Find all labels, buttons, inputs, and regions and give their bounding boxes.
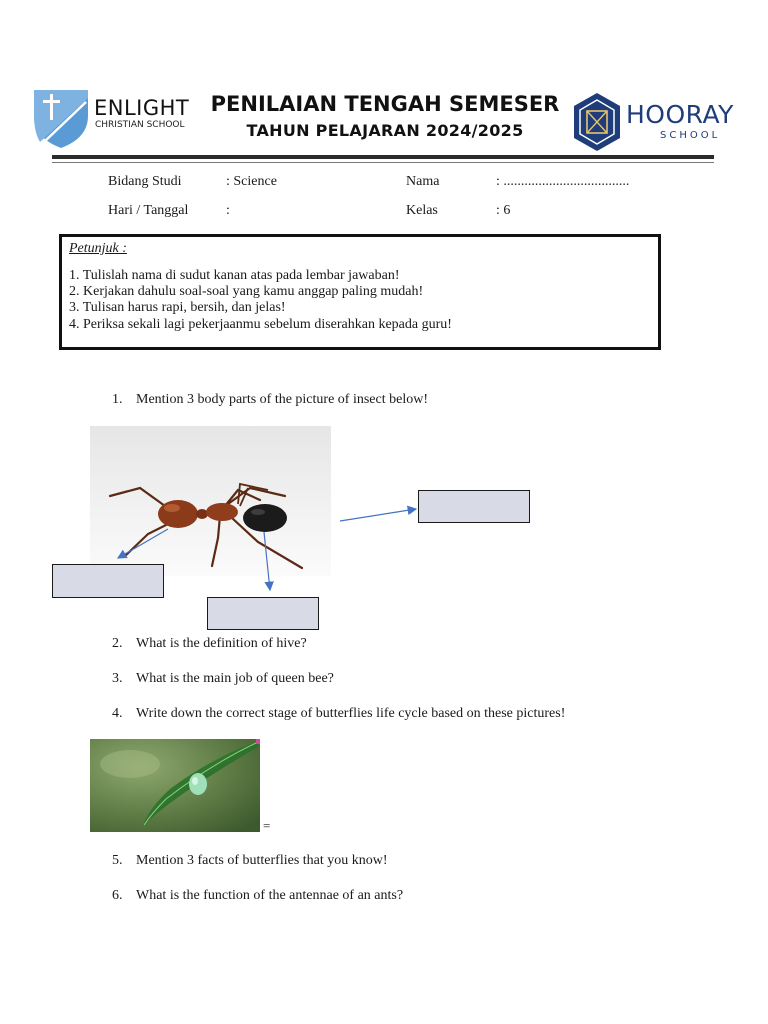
question-text: What is the definition of hive? [136,636,307,651]
cross-shield-icon [32,86,90,150]
name-field[interactable]: : .................................... [496,174,630,189]
answer-box-abdomen[interactable] [52,564,164,598]
answer-box-head[interactable] [418,490,530,523]
subject-value: : Science [226,174,277,189]
instruction-item: 3. Tulisan harus rapi, bersih, dan jelas! [69,300,286,315]
instruction-item: 1. Tulislah nama di sudut kanan atas pada lembar jawaban! [69,268,400,283]
enlight-subtitle: CHRISTIAN SCHOOL [95,120,185,130]
chrysalis-image [90,739,260,832]
question-text: Mention 3 body parts of the picture of insect below! [136,392,428,407]
answer-box-thorax[interactable] [207,597,319,630]
question-text: Mention 3 facts of butterflies that you know! [136,853,388,868]
header-divider [52,155,714,159]
question-number: 6. [112,888,123,903]
hooray-subtitle: SCHOOL [660,130,721,141]
answer-equals: = [263,818,271,833]
question-number: 4. [112,706,123,721]
exam-title: PENILAIAN TENGAH SEMESER [210,92,560,116]
subject-label: Bidang Studi [108,174,182,189]
date-value: : [226,203,230,218]
hexagon-emblem-icon [572,91,622,153]
question-text: What is the main job of queen bee? [136,671,334,686]
school-year: TAHUN PELAJARAN 2024/2025 [246,121,524,140]
instruction-item: 4. Periksa sekali lagi pekerjaanmu sebelum diserahkan kepada guru! [69,317,452,332]
instructions-title: Petunjuk : [69,241,127,256]
class-label: Kelas [406,203,438,218]
name-label: Nama [406,174,440,189]
class-value: : 6 [496,203,511,218]
question-number: 2. [112,636,123,651]
enlight-logo [32,86,90,155]
date-label: Hari / Tanggal [108,203,189,218]
instruction-item: 2. Kerjakan dahulu soal-soal yang kamu anggap paling mudah! [69,284,424,299]
ant-image [90,426,331,576]
question-text: Write down the correct stage of butterflies life cycle based on these pictures! [136,706,566,721]
question-number: 5. [112,853,123,868]
question-text: What is the function of the antennae of an ants? [136,888,404,903]
question-number: 1. [112,392,123,407]
header-divider-thin [52,162,714,163]
hooray-logo [572,91,622,158]
hooray-name: HOORAY [626,100,734,129]
question-number: 3. [112,671,123,686]
enlight-name: ENLIGHT [94,96,190,120]
